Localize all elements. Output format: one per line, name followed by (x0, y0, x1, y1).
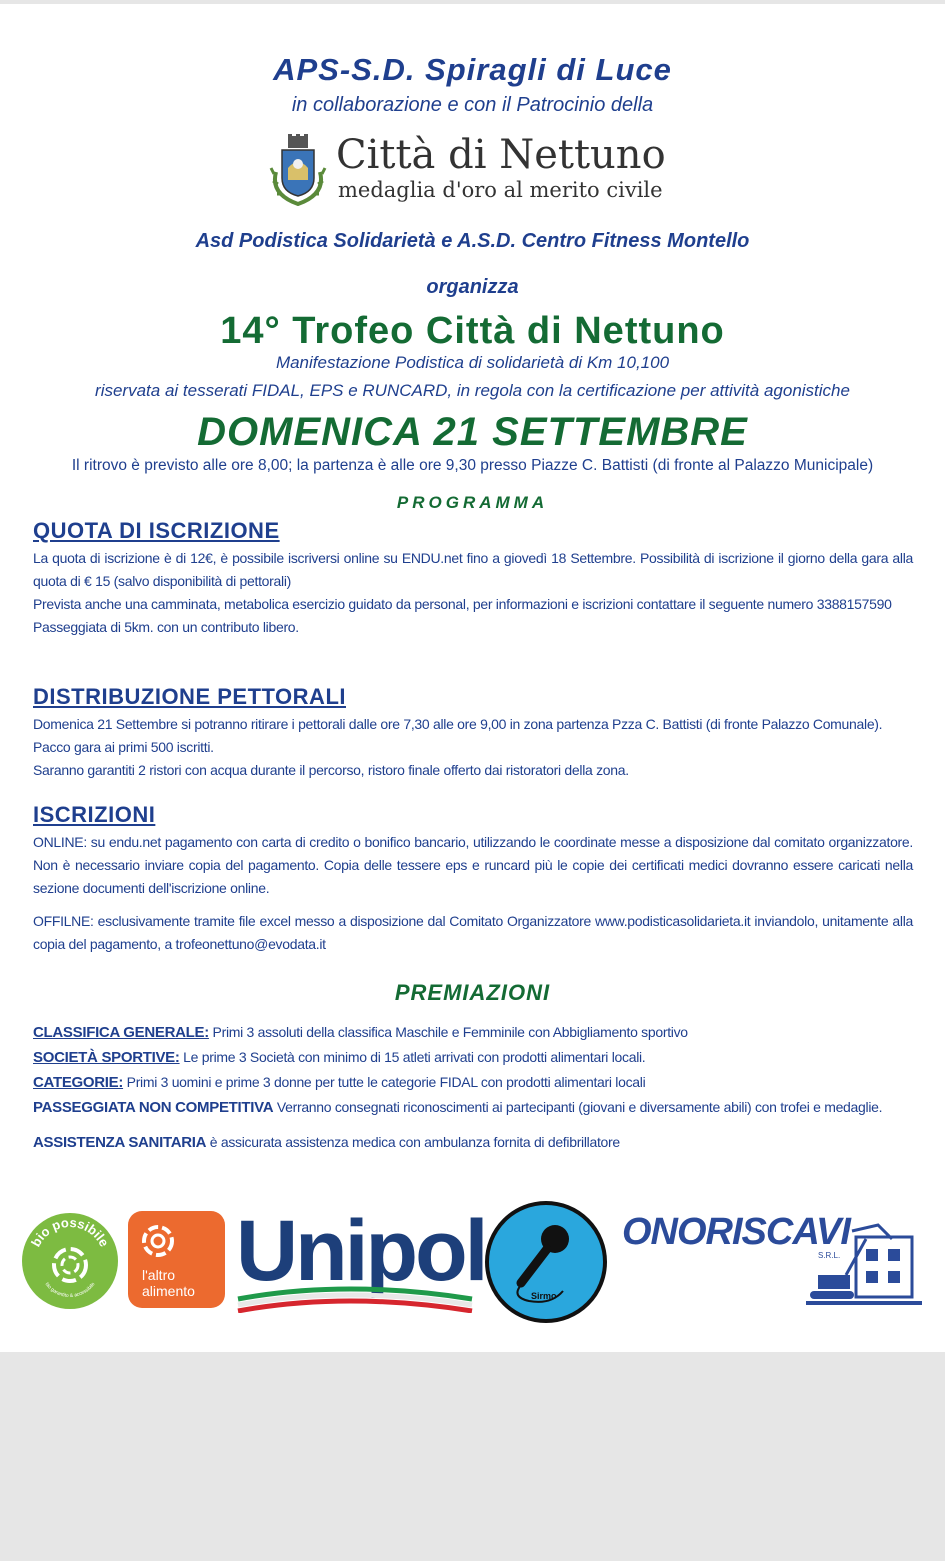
iscrizioni-section (33, 802, 913, 956)
assistenza-text: è assicurata assistenza medica con ambulanza fornita di defibrillatore (206, 1134, 620, 1150)
quota-text-3: Passeggiata di 5km. con un contributo libero. (33, 619, 299, 635)
sirmo-logo (485, 1201, 607, 1323)
altro-line-1: l'altro (142, 1267, 176, 1283)
event-date: DOMENICA 21 SETTEMBRE (197, 410, 748, 454)
unipol-wordmark: Unipol (236, 1203, 486, 1299)
award-label: PASSEGGIATA NON COMPETITIVA (33, 1099, 274, 1116)
award-item (33, 1020, 923, 1045)
onoriscavi-wordmark: ONORISCAVI (622, 1211, 850, 1253)
award-label: SOCIETÀ SPORTIVE: (33, 1049, 180, 1066)
sirmo-text: Sirmo (531, 1291, 557, 1301)
award-text: Primi 3 assoluti della classifica Maschile e Femminile con Abbigliamento sportivo (208, 1024, 688, 1040)
awards-list (33, 1020, 923, 1155)
award-label: CATEGORIE: (33, 1074, 124, 1091)
pettorali-section (33, 684, 913, 782)
bio-swirl-icon (22, 1213, 118, 1309)
pettorali-heading: DISTRIBUZIONE PETTORALI (33, 684, 346, 709)
italian-flag-wave-icon (236, 1203, 474, 1313)
comune-motto: medaglia d'oro al merito civile (338, 178, 663, 202)
award-item (33, 1095, 923, 1120)
unipol-logo (236, 1203, 486, 1313)
award-text: Primi 3 uomini e prime 3 donne per tutte le categorie FIDAL con prodotti alimentari locali (123, 1074, 646, 1090)
iscrizioni-online: ONLINE: su endu.net pagamento con carta di credito o bonifico bancario, utilizzando le coordinate messe a disposizione dal comitato organizzatore. Non è necessario inviare copia del pagamento. Copia delle tessere eps e runcard più le copie dei certificati medici dovranno essere caricati nella sezione documenti dell'iscrizione online. (33, 834, 913, 896)
altro-swirl-icon (128, 1211, 225, 1267)
quota-text-1: La quota di iscrizione è di 12€, è possibile iscriversi online su ENDU.net fino a giovedì 18 Settembre. Possibilità di iscrizione il giorno della gara alla quota di € 15 (salvo disponibilità di pettorali) (33, 550, 913, 589)
organizer-subtitle: in collaborazione e con il Patrocinio della (291, 94, 654, 116)
award-text: Le prime 3 Società con minimo di 15 atleti arrivati con prodotti alimentari locali. (179, 1049, 646, 1065)
bio-possibile-logo (22, 1213, 118, 1309)
organizer-title: APS-S.D. Spiragli di Luce (273, 52, 672, 87)
assistenza-sanitaria (33, 1130, 923, 1155)
event-subtitle-1: Manifestazione Podistica di solidarietà di Km 10,100 (275, 353, 670, 372)
event-title: 14° Trofeo Città di Nettuno (220, 310, 725, 352)
premiazioni-heading: PREMIAZIONI (394, 980, 551, 1005)
pettorali-text-2: Pacco gara ai primi 500 iscritti. (33, 739, 214, 755)
comune-name: Città di Nettuno (336, 132, 666, 178)
award-item (33, 1045, 923, 1070)
svg-text:bio possibile (28, 1215, 112, 1249)
onoriscavi-srl: S.R.L. (818, 1251, 841, 1260)
microphone-icon (489, 1205, 603, 1319)
programma-heading: PROGRAMMA (396, 493, 549, 512)
iscrizioni-heading: ISCRIZIONI (33, 802, 156, 827)
pettorali-text-3: Saranno garantiti 2 ristori con acqua durante il percorso, ristoro finale offerto dai ristoratori della zona. (33, 762, 629, 778)
organizza-label: organizza (426, 276, 519, 298)
meeting-info: Il ritrovo è previsto alle ore 8,00; la partenza è alle ore 9,30 presso Piazze C. Battisti (di fronte al Palazzo Municipale) (71, 457, 874, 474)
iscrizioni-offline: OFFILNE: esclusivamente tramite file excel messo a disposizione dal Comitato Organizzatore www.podisticasolidarieta.it inviandolo, unitamente alla copia del pagamento, a trofeonettuno@evodata.it (33, 913, 913, 952)
bio-small-text: bio garantito & accessibile (43, 1281, 97, 1300)
award-label: CLASSIFICA GENERALE: (33, 1024, 209, 1041)
event-subtitle-2: riservata ai tesserati FIDAL, EPS e RUNCARD, in regola con la certificazione per attività agonistiche (95, 381, 850, 400)
sponsor-logos (0, 1199, 945, 1319)
excavator-icon (622, 1209, 922, 1309)
altro-alimento-logo (128, 1211, 225, 1308)
bio-text: bio possibile (28, 1214, 113, 1250)
quota-section (33, 518, 913, 639)
quota-text-2: Prevista anche una camminata, metabolica esercizio guidato da personal, per informazioni e iscrizioni contattare il seguente numero 3388157590 (33, 596, 892, 612)
crest-icon (268, 134, 328, 206)
assistenza-label: ASSISTENZA SANITARIA (33, 1134, 207, 1151)
altro-line-2: alimento (142, 1283, 195, 1299)
partner-clubs: Asd Podistica Solidarietà e A.S.D. Centro Fitness Montello (195, 230, 750, 252)
comune-logo (268, 128, 688, 208)
onoriscavi-logo (622, 1209, 922, 1309)
quota-heading: QUOTA DI ISCRIZIONE (33, 518, 280, 543)
pettorali-text-1: Domenica 21 Settembre si potranno ritirare i pettorali dalle ore 7,30 alle ore 9,00 in zona partenza Pzza C. Battisti (di fronte Palazzo Comunale). (33, 716, 883, 732)
award-item (33, 1070, 923, 1095)
svg-text:bio garantito & accessibile (44, 1281, 97, 1299)
award-text: Verranno consegnati riconoscimenti ai partecipanti (giovani e diversamente abili) con trofei e medaglie. (273, 1099, 883, 1115)
